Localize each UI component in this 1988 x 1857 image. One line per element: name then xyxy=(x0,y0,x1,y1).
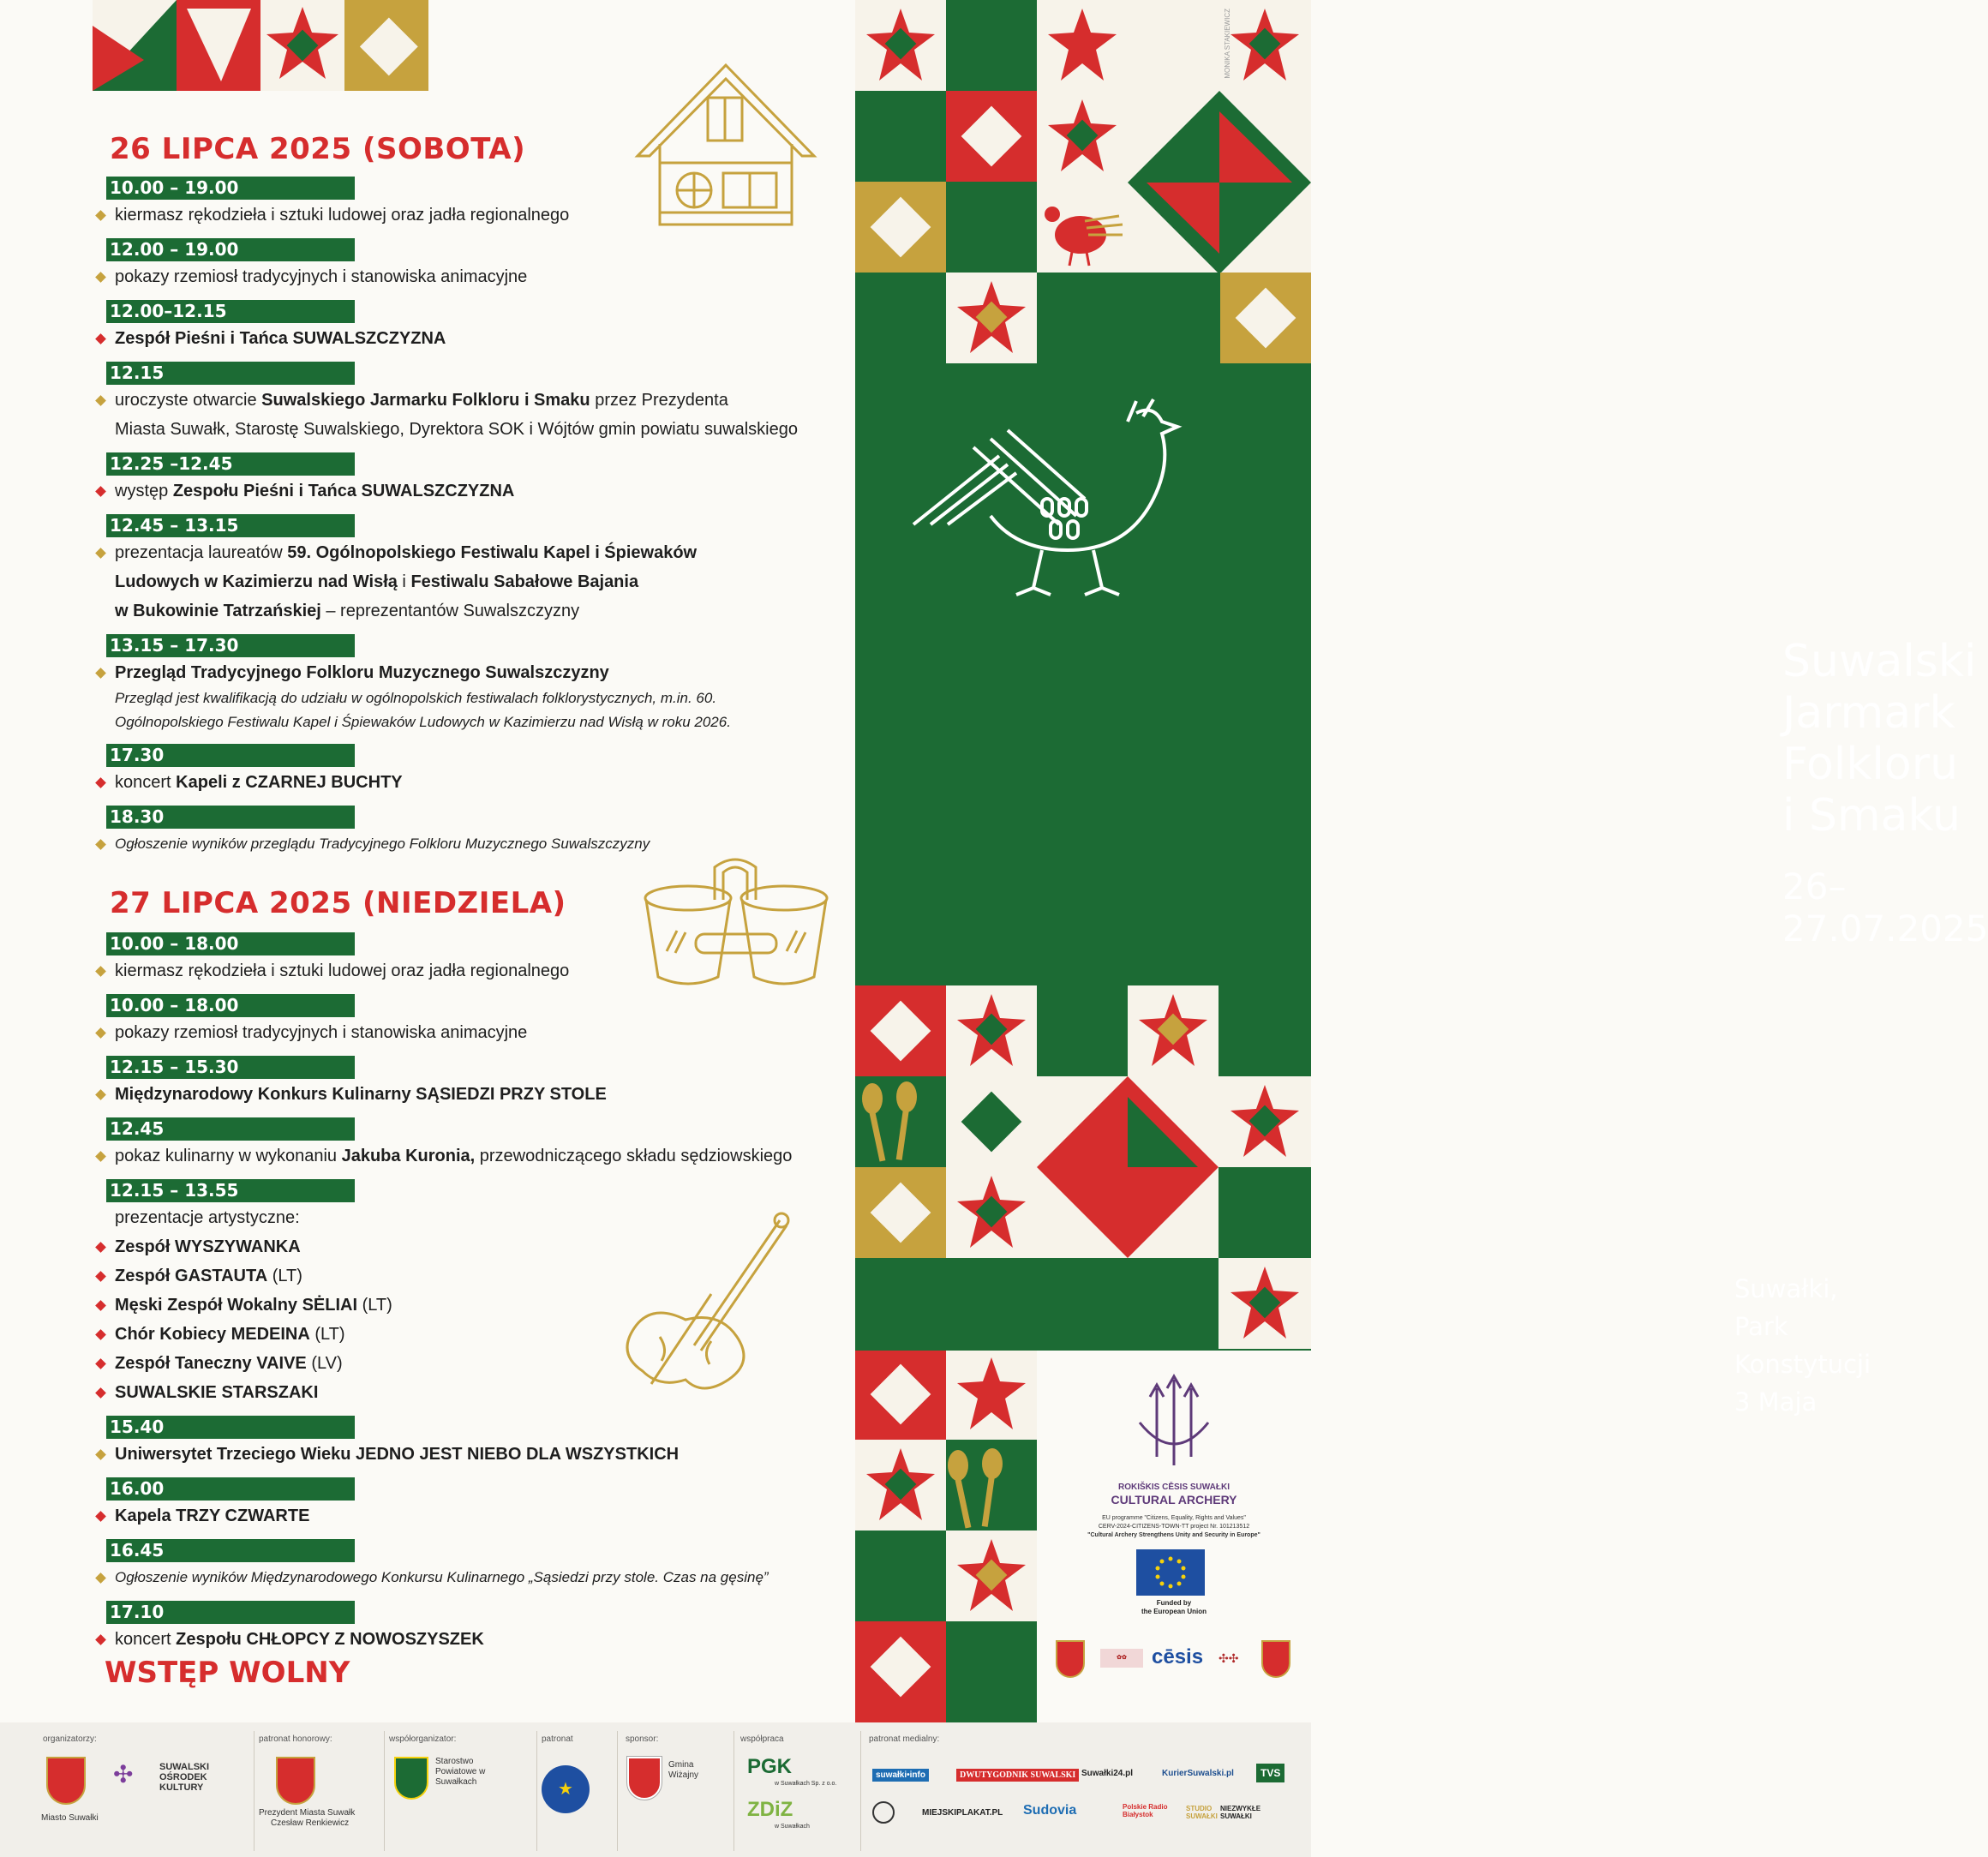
event-note: Ogólnopolskiego Festiwalu Kapel i Śpiewaków Ludowych w Kazimierzu nad Wisłą w roku 2026. xyxy=(115,714,731,730)
president-coat-icon xyxy=(276,1757,315,1805)
organizer-sok: SUWALSKI OŚRODEK KULTURY xyxy=(159,1762,210,1793)
event-time-badge: 12.00–12.15 xyxy=(106,300,355,323)
event-6 xyxy=(106,514,843,625)
event-8 xyxy=(106,744,843,796)
festival-dates: 26–27.07.2025 xyxy=(1782,866,1988,949)
patronage-label: patronat xyxy=(542,1734,573,1744)
media-suwalki-info: suwałki•info xyxy=(872,1769,929,1782)
diamond-bullet-icon xyxy=(95,333,106,344)
event-description xyxy=(106,201,843,229)
artist-credit: MONIKA STAKIEWICZ xyxy=(1224,9,1231,79)
event-description xyxy=(106,539,843,566)
event-6 xyxy=(106,1416,843,1468)
festival-title-line-3: Folkloru xyxy=(1782,739,1959,790)
event-description xyxy=(106,659,843,686)
eu-patron-icon: ★ xyxy=(542,1765,590,1813)
event-text: Ludowych w Kazimierzu nad Wisłą xyxy=(115,572,398,591)
zdiz-sub: w Suwałkach xyxy=(775,1824,810,1830)
poster-side-panel xyxy=(855,0,1988,1722)
event-text: Kapela TRZY CZWARTE xyxy=(115,1507,310,1525)
diamond-bullet-icon xyxy=(95,1300,106,1311)
event-description xyxy=(106,1502,843,1530)
event-2 xyxy=(106,238,843,291)
event-description xyxy=(106,1291,843,1319)
event-description xyxy=(106,1379,843,1406)
project-partners: ROKIŠKIS CĒSIS SUWAŁKI xyxy=(1117,1483,1230,1492)
suwalki-coat-icon xyxy=(46,1757,86,1805)
event-5 xyxy=(106,1179,843,1406)
day-title-saturday: 26 LIPCA 2025 (SOBOTA) xyxy=(110,132,526,166)
event-text: pokazy rzemiosł tradycyjnych i stanowiska animacyjne xyxy=(115,1023,528,1042)
rooster-illustration xyxy=(905,396,1196,602)
diamond-bullet-icon xyxy=(95,1027,106,1039)
festival-title-line-2: Jarmark xyxy=(1782,687,1955,739)
event-time-badge: 16.45 xyxy=(106,1539,355,1562)
event-text: prezentacja laureatów xyxy=(115,543,288,562)
event-text: kiermasz rękodzieła i sztuki ludowej oraz jadła regionalnego xyxy=(115,206,570,225)
event-description xyxy=(106,1321,843,1348)
media-round-logo-icon xyxy=(872,1801,895,1824)
free-entry-label: WSTĘP WOLNY xyxy=(105,1656,350,1690)
diamond-bullet-icon xyxy=(95,1572,106,1584)
event-3 xyxy=(106,300,843,352)
wizajny-coat-icon xyxy=(627,1757,662,1800)
event-time-badge: 10.00 – 18.00 xyxy=(106,994,355,1017)
event-text: i xyxy=(397,572,411,591)
diamond-bullet-icon xyxy=(95,1387,106,1399)
event-text: koncert xyxy=(115,1630,177,1649)
event-text: występ xyxy=(115,482,173,500)
event-time-badge: 12.15 – 15.30 xyxy=(106,1056,355,1079)
program-column xyxy=(0,0,855,1722)
diamond-bullet-icon xyxy=(95,1151,106,1162)
event-description xyxy=(106,386,843,414)
project-name: CULTURAL ARCHERY xyxy=(1111,1493,1237,1507)
event-text: pokaz kulinarny w wykonaniu xyxy=(115,1147,342,1165)
event-text: Zespołu Pieśni i Tańca SUWALSZCZYZNA xyxy=(172,482,515,500)
pgk-logo xyxy=(747,1755,792,1779)
co-organizer-label: współorganizator: xyxy=(389,1734,457,1744)
event-description xyxy=(106,830,843,858)
media-dwutygodnik: DWUTYGODNIK SUWALSKI xyxy=(956,1769,1079,1782)
diamond-bullet-icon xyxy=(95,1089,106,1100)
event-time-badge: 12.00 – 19.00 xyxy=(106,238,355,261)
event-time-badge: 17.10 xyxy=(106,1601,355,1624)
funded-label: Funded by xyxy=(1156,1599,1192,1607)
event-text: Zespołu CHŁOPCY Z NOWOSZYSZEK xyxy=(176,1630,484,1649)
media-studio: STUDIO SUWAŁKI xyxy=(1186,1805,1218,1820)
event-description xyxy=(106,1204,843,1231)
diamond-bullet-icon xyxy=(95,1634,106,1645)
event-9 xyxy=(106,1601,843,1653)
event-text: Ogłoszenie wyników przeglądu Tradycyjnego Folkloru Muzycznego Suwalszczyzny xyxy=(115,836,650,852)
sponsor-name: Gmina Wiżajny xyxy=(668,1760,699,1780)
honorary-patron-name: Prezydent Miasta Suwałk xyxy=(259,1808,356,1818)
event-text: pokazy rzemiosł tradycyjnych i stanowiska animacyjne xyxy=(115,267,528,286)
event-time-badge: 16.00 xyxy=(106,1477,355,1501)
honorary-patron-label: patronat honorowy: xyxy=(259,1734,332,1744)
event-text: Zespół WYSZYWANKA xyxy=(115,1237,301,1256)
event-text: uroczyste otwarcie xyxy=(115,391,262,410)
sponsors-footer xyxy=(0,1722,1311,1857)
diamond-bullet-icon xyxy=(95,1358,106,1369)
event-text: przez Prezydenta xyxy=(590,391,728,410)
event-text: prezentacje artystyczne: xyxy=(115,1208,300,1227)
media-tvs: TVS xyxy=(1256,1764,1284,1782)
event-description xyxy=(106,1233,843,1261)
event-text: Suwalskiego Jarmarku Folkloru i Smaku xyxy=(261,391,590,410)
event-time-badge: 12.45 – 13.15 xyxy=(106,514,355,537)
festival-title-line-4: i Smaku xyxy=(1782,790,1961,842)
rokiskis-logo-icon: ✿✿ xyxy=(1100,1649,1143,1668)
media-kurier: KurierSuwalski.pl xyxy=(1162,1769,1234,1778)
event-text: Uniwersytet Trzeciego Wieku JEDNO JEST NIEBO DLA WSZYSTKICH xyxy=(115,1445,680,1464)
event-description xyxy=(106,1441,843,1468)
location-city: Suwałki, xyxy=(1734,1274,1838,1303)
event-time-badge: 10.00 – 19.00 xyxy=(106,177,355,200)
event-9 xyxy=(106,806,843,858)
media-patrons-label: patronat medialny: xyxy=(869,1734,940,1744)
event-description xyxy=(106,1081,843,1108)
event-text: (LV) xyxy=(306,1354,343,1373)
coat-of-arms-icon xyxy=(1056,1640,1085,1678)
diamond-bullet-icon xyxy=(95,210,106,221)
organizers-label: organizatorzy: xyxy=(43,1734,97,1744)
event-text: Zespół Pieśni i Tańca SUWALSZCZYZNA xyxy=(115,329,446,348)
project-programme: EU programme "Citizens, Equality, Rights and Values" xyxy=(1102,1515,1246,1521)
event-text: Zespół GASTAUTA xyxy=(115,1267,268,1285)
coat-of-arms-2-icon xyxy=(1261,1640,1290,1678)
festival-title-line-1: Suwalski xyxy=(1782,636,1977,687)
event-text: Ogłoszenie wyników Międzynarodowego Konkursu Kulinarnego „Sąsiedzi przy stole. Czas na gęsinę” xyxy=(115,1569,769,1585)
event-time-badge: 12.45 xyxy=(106,1117,355,1141)
media-sudovia: Sudovia xyxy=(1023,1803,1077,1818)
event-description xyxy=(106,416,843,443)
event-time-badge: 13.15 – 17.30 xyxy=(106,634,355,657)
event-note: Przegląd jest kwalifikacją do udziału w ogólnopolskich festiwalach folklorystycznych, m.in. 60. xyxy=(115,690,717,706)
sok-logo-icon: ✣✣ xyxy=(1219,1651,1239,1665)
event-description xyxy=(106,597,843,625)
event-description xyxy=(106,263,843,291)
event-2 xyxy=(106,994,843,1046)
funded-label-2: the European Union xyxy=(1141,1608,1207,1615)
sponsor-label: sponsor: xyxy=(626,1734,659,1744)
zdiz-label: ZDiZ xyxy=(747,1798,793,1821)
day-title-sunday: 27 LIPCA 2025 (NIEDZIELA) xyxy=(110,886,566,920)
event-time-badge: 18.30 xyxy=(106,806,355,829)
media-radio: Polskie Radio Białystok xyxy=(1123,1803,1168,1818)
diamond-bullet-icon xyxy=(95,777,106,788)
media-suwalki24: Suwałki24.pl xyxy=(1081,1769,1134,1778)
event-text: Męski Zespół Wokalny SĖLIAI xyxy=(115,1296,358,1315)
project-info-box xyxy=(1037,1351,1311,1722)
event-time-badge: 17.30 xyxy=(106,744,355,767)
top-ornament-tiles xyxy=(93,0,428,91)
zdiz-logo xyxy=(747,1798,793,1822)
diamond-bullet-icon xyxy=(95,1449,106,1460)
location-park: Park Konstytucji 3 Maja xyxy=(1734,1312,1871,1417)
event-text: Chór Kobiecy MEDEINA xyxy=(115,1325,310,1344)
diamond-bullet-icon xyxy=(95,966,106,977)
event-description xyxy=(106,1262,843,1290)
event-text: (LT) xyxy=(309,1325,345,1344)
event-8 xyxy=(106,1539,843,1591)
diamond-bullet-icon xyxy=(95,668,106,679)
event-1 xyxy=(106,177,843,229)
festival-title xyxy=(1782,636,1976,842)
archery-logo-icon xyxy=(1131,1371,1217,1474)
event-3 xyxy=(106,1056,843,1108)
event-1 xyxy=(106,932,843,985)
event-text: Kapeli z CZARNEJ BUCHTY xyxy=(176,773,403,792)
event-description xyxy=(106,568,843,596)
event-7 xyxy=(106,1477,843,1530)
festival-location xyxy=(1734,1270,1871,1421)
cesis-logo: cēsis xyxy=(1152,1645,1204,1668)
pgk-label: PGK xyxy=(747,1755,793,1778)
diamond-bullet-icon xyxy=(95,1242,106,1253)
starostwo-coat-icon xyxy=(394,1757,428,1800)
event-text: Międzynarodowy Konkurs Kulinarny SĄSIEDZI PRZY STOLE xyxy=(115,1085,607,1104)
event-4 xyxy=(106,1117,843,1170)
event-text: – reprezentantów Suwalszczyzny xyxy=(320,602,580,620)
event-description xyxy=(106,957,843,985)
folk-pattern-top xyxy=(855,0,1311,368)
diamond-bullet-icon xyxy=(95,548,106,559)
event-text: w Bukowinie Tatrzańskiej xyxy=(115,602,321,620)
diamond-bullet-icon xyxy=(95,1511,106,1522)
event-description xyxy=(106,477,843,505)
event-text: SUWALSKIE STARSZAKI xyxy=(115,1383,319,1402)
organizer-city: Miasto Suwałki xyxy=(41,1813,99,1823)
event-7 xyxy=(106,634,843,734)
event-description xyxy=(106,1564,843,1591)
event-5 xyxy=(106,452,843,505)
honorary-patron-person: Czesław Renkiewicz xyxy=(271,1818,350,1828)
event-description xyxy=(106,1626,843,1653)
cooperation-label: współpraca xyxy=(740,1734,784,1744)
event-text: kiermasz rękodzieła i sztuki ludowej oraz jadła regionalnego xyxy=(115,961,570,980)
event-text: (LT) xyxy=(267,1267,302,1285)
event-description xyxy=(106,1142,843,1170)
event-text: (LT) xyxy=(357,1296,392,1315)
event-description xyxy=(106,769,843,796)
pgk-sub: w Suwałkach Sp. z o.o. xyxy=(775,1781,837,1787)
event-text: Festiwalu Sabałowe Bajania xyxy=(410,572,639,591)
event-text: przewodniczącego składu sędziowskiego xyxy=(475,1147,793,1165)
diamond-bullet-icon xyxy=(95,395,106,406)
event-time-badge: 15.40 xyxy=(106,1416,355,1439)
event-time-badge: 10.00 – 18.00 xyxy=(106,932,355,955)
eu-flag-icon xyxy=(1136,1549,1205,1596)
media-miejskiplakat: MIEJSKIPLAKAT.PL xyxy=(922,1808,1003,1818)
event-4 xyxy=(106,362,843,443)
event-time-badge: 12.25 –12.45 xyxy=(106,452,355,476)
event-text: koncert xyxy=(115,773,177,792)
event-text: Miasta Suwałk, Starostę Suwalskiego, Dyrektora SOK i Wójtów gmin powiatu suwalskiego xyxy=(115,420,798,439)
event-description xyxy=(106,1019,843,1046)
diamond-bullet-icon xyxy=(95,486,106,497)
diamond-bullet-icon xyxy=(95,1271,106,1282)
project-slogan: "Cultural Archery Strengthens Unity and Security in Europe" xyxy=(1087,1532,1260,1538)
diamond-bullet-icon xyxy=(95,839,106,850)
co-organizer-name: Starostwo Powiatowe w Suwałkach xyxy=(435,1757,486,1787)
sok-logo-icon: ✣ xyxy=(113,1761,134,1788)
event-text: Przegląd Tradycyjnego Folkloru Muzycznego Suwalszczyzny xyxy=(115,663,609,682)
media-niezwykle: NIEZWYKŁE SUWAŁKI xyxy=(1220,1805,1261,1820)
diamond-bullet-icon xyxy=(95,272,106,283)
event-time-badge: 12.15 – 13.55 xyxy=(106,1179,355,1202)
diamond-bullet-icon xyxy=(95,1329,106,1340)
event-text: 59. Ogólnopolskiego Festiwalu Kapel i Śpiewaków xyxy=(287,543,698,562)
event-text: Zespół Taneczny VAIVE xyxy=(115,1354,307,1373)
event-text: Jakuba Kuronia, xyxy=(341,1147,476,1165)
project-number: CERV-2024-CITIZENS-TOWN-TT project Nr. 101213512 xyxy=(1098,1524,1250,1530)
event-description xyxy=(106,325,843,352)
event-description xyxy=(106,1350,843,1377)
event-time-badge: 12.15 xyxy=(106,362,355,385)
